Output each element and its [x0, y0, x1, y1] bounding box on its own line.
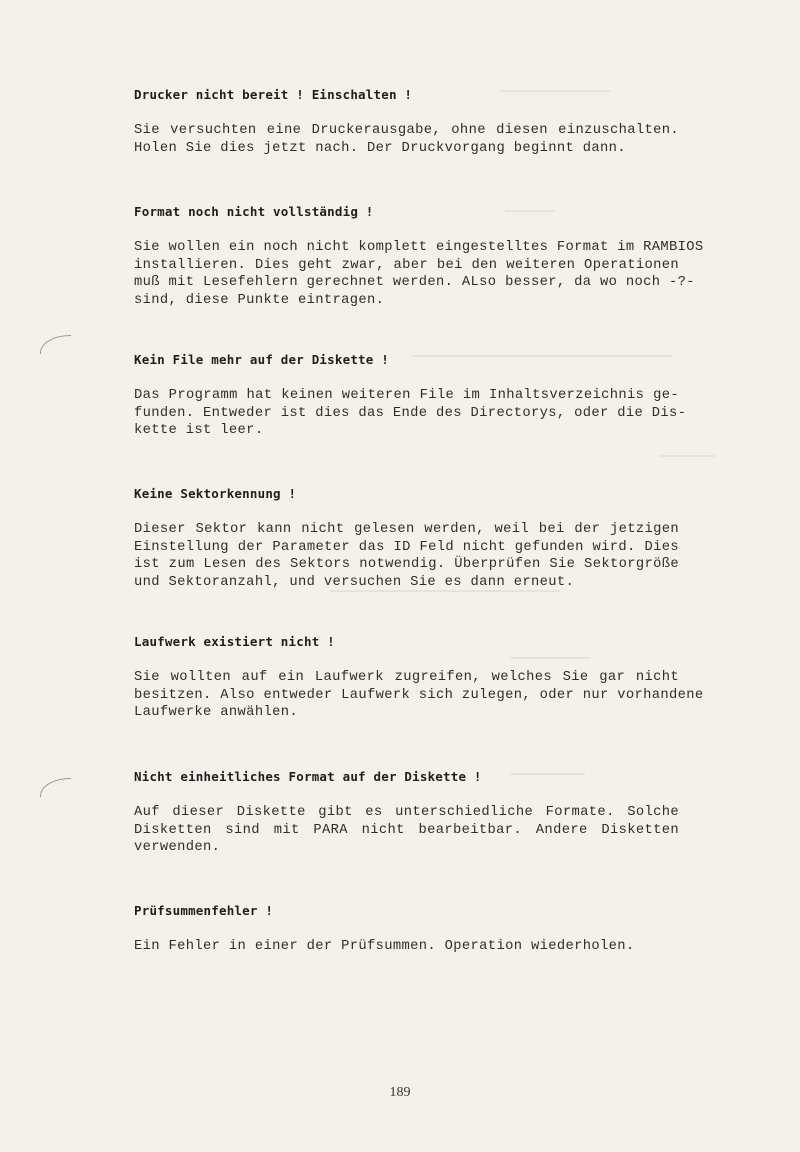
- text-line: Dieser Sektor kann nicht gelesen werden, weil bei der jetzigen: [134, 522, 679, 537]
- error-entry-checksum: [134, 903, 679, 956]
- error-entry-no-more-files: [134, 352, 687, 440]
- entry-heading: Keine Sektorkennung !: [134, 486, 297, 501]
- text-line: Sie wollten auf ein Laufwerk zugreifen, welches Sie gar nicht: [134, 670, 679, 685]
- entry-description: [134, 387, 687, 440]
- text-line: und Sektoranzahl, und versuchen Sie es dann erneut.: [134, 574, 575, 590]
- punch-hole-mark: [40, 778, 71, 797]
- text-line: sind, diese Punkte eintragen.: [134, 292, 385, 308]
- entry-heading: Nicht einheitliches Format auf der Diskette !: [134, 769, 482, 784]
- text-line: installieren. Dies geht zwar, aber bei den weiteren Operationen: [134, 257, 679, 273]
- entry-description: [134, 669, 704, 722]
- entry-description: [134, 521, 679, 591]
- punch-hole-mark: [40, 335, 71, 354]
- text-line: Holen Sie dies jetzt nach. Der Druckvorgang beginnt dann.: [134, 140, 626, 156]
- text-line: Ein Fehler in einer der Prüfsummen. Operation wiederholen.: [134, 939, 635, 954]
- text-line: Laufwerke anwählen.: [134, 705, 298, 720]
- page-number: 189: [389, 1085, 411, 1100]
- entry-description: [134, 804, 679, 857]
- text-line: verwenden.: [134, 840, 221, 855]
- text-line: Disketten sind mit PARA nicht bearbeitbar. Andere Disketten: [134, 822, 679, 838]
- error-entry-mixed-format: [134, 769, 679, 857]
- entry-heading: Laufwerk existiert nicht !: [134, 634, 335, 649]
- error-entry-no-sector-id: [134, 486, 679, 591]
- error-entry-drive-missing: [134, 634, 704, 722]
- entry-heading: Format noch nicht vollständig !: [134, 204, 374, 219]
- text-line: kette ist leer.: [134, 423, 264, 438]
- error-entry-format-incomplete: [134, 204, 704, 309]
- error-entry-printer-not-ready: [134, 87, 679, 157]
- text-line: besitzen. Also entweder Laufwerk sich zulegen, oder nur vorhandene: [134, 687, 704, 703]
- text-line: Einstellung der Parameter das ID Feld nicht gefunden wird. Dies: [134, 539, 679, 555]
- entry-heading: Prüfsummenfehler !: [134, 903, 274, 918]
- text-line: Auf dieser Diskette gibt es unterschiedliche Formate. Solche: [134, 805, 679, 820]
- text-line: ist zum Lesen des Sektors notwendig. Überprüfen Sie Sektorgröße: [134, 557, 679, 572]
- text-line: Das Programm hat keinen weiteren File im Inhaltsverzeichnis ge-: [134, 388, 679, 403]
- show-through-mark: [660, 455, 715, 457]
- entry-description: [134, 122, 679, 157]
- entry-description: [134, 239, 704, 309]
- text-line: Sie versuchten eine Druckerausgabe, ohne diesen einzuschalten.: [134, 123, 679, 138]
- entry-heading: Kein File mehr auf der Diskette !: [134, 352, 389, 367]
- text-line: muß mit Lesefehlern gerechnet werden. ALso besser, da wo noch -?-: [134, 275, 695, 290]
- text-line: Sie wollen ein noch nicht komplett eingestelltes Format im RAMBIOS: [134, 240, 704, 255]
- entry-description: [134, 938, 679, 956]
- entry-heading: Drucker nicht bereit ! Einschalten !: [134, 87, 413, 102]
- text-line: funden. Entweder ist dies das Ende des Directorys, oder die Dis-: [134, 405, 687, 421]
